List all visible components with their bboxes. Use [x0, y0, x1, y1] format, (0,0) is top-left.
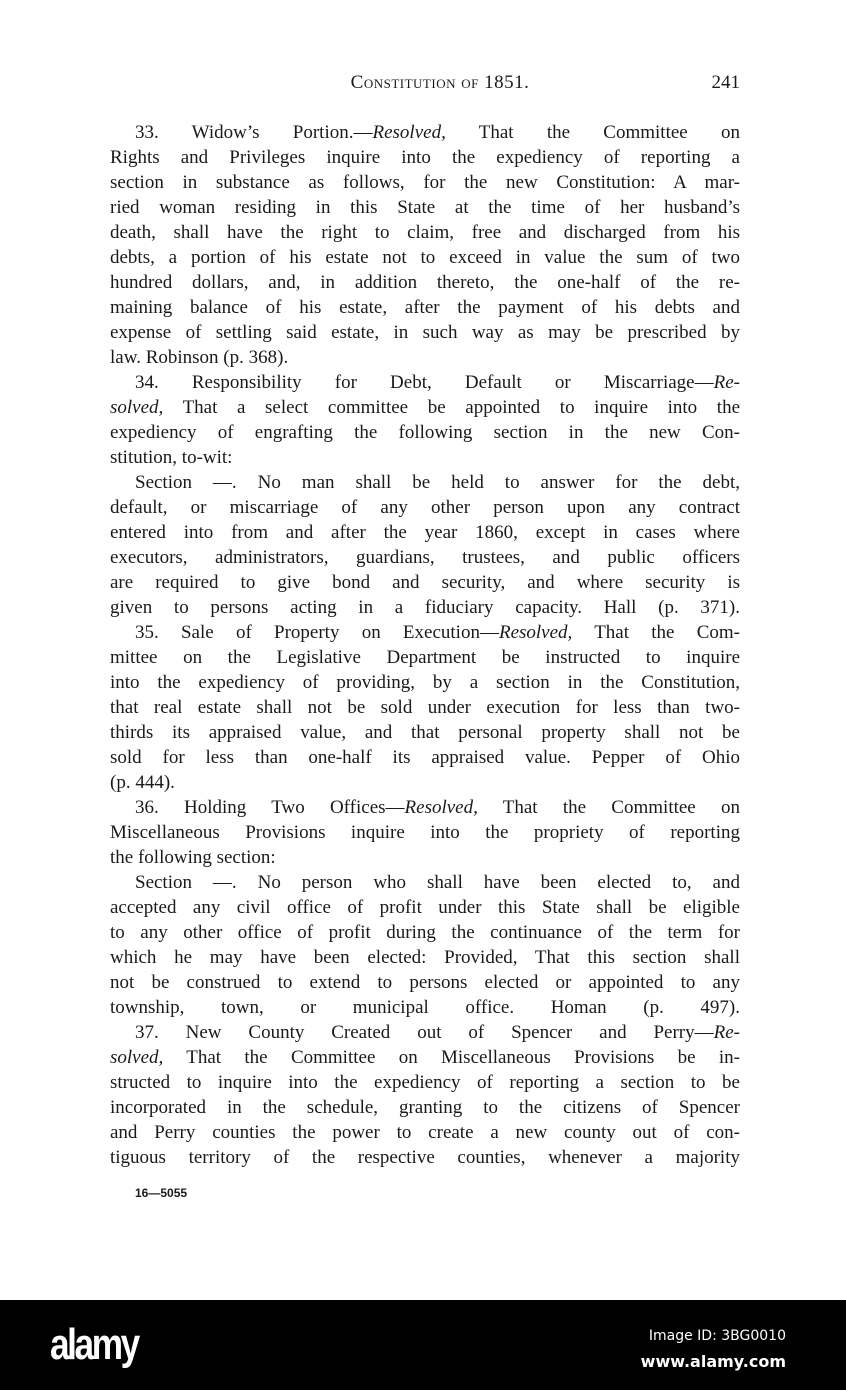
text-line — [110, 545, 740, 570]
line-text: law. Robinson (p. 368). — [110, 347, 289, 368]
line-text: are required to give bond and security, and where security is — [110, 572, 740, 593]
text-line — [110, 1070, 740, 1095]
line-text: That the Com- — [572, 622, 740, 643]
text-line — [110, 220, 740, 245]
line-text: incorporated in the schedule, granting to the citizens of Spencer — [110, 1097, 740, 1118]
line-text: Rights and Privileges inquire into the expediency of reporting a — [110, 147, 740, 168]
line-text: hundred dollars, and, in addition thereto, the one-half of the re- — [110, 272, 740, 293]
line-text: entered into from and after the year 1860, except in cases where — [110, 522, 740, 543]
text-line — [110, 345, 740, 370]
alamy-logo: alamy — [50, 1320, 138, 1369]
text-line — [110, 870, 740, 895]
line-text: debts, a portion of his estate not to exceed in value the sum of two — [110, 247, 740, 268]
line-text: 35. Sale of Property on Execution— — [135, 622, 499, 643]
signature-mark: 16—5055 — [135, 1186, 188, 1200]
text-line — [110, 645, 740, 670]
line-text: executors, administrators, guardians, trustees, and public officers — [110, 547, 740, 568]
italic-text: Resolved, — [498, 622, 573, 643]
line-text: 37. New County Created out of Spencer and Perry— — [135, 1022, 714, 1043]
page-header — [110, 72, 740, 98]
line-text: that real estate shall not be sold under execution for less than two- — [110, 697, 740, 718]
italic-text: solved, — [110, 1047, 164, 1068]
text-line — [110, 170, 740, 195]
text-line — [110, 745, 740, 770]
line-text: That the Committee on — [445, 122, 740, 143]
text-line — [110, 920, 740, 945]
site-url: www.alamy.com — [640, 1352, 786, 1371]
line-text: stitution, to-wit: — [110, 447, 233, 468]
line-text: 34. Responsibility for Debt, Default or Miscarriage— — [135, 372, 714, 393]
line-text: (p. 444). — [110, 772, 175, 793]
text-line — [110, 795, 740, 820]
text-line — [110, 620, 740, 645]
image-id: Image ID: 3BG0010 — [648, 1328, 786, 1344]
text-line — [110, 1020, 740, 1045]
line-text: ried woman residing in this State at the time of her husband’s — [110, 197, 740, 218]
text-line — [110, 970, 740, 995]
italic-text: Resolved, — [372, 122, 446, 143]
line-text: section in substance as follows, for the new Constitution: A mar- — [110, 172, 740, 193]
line-text: thirds its appraised value, and that personal property shall not be — [110, 722, 740, 743]
text-line — [110, 845, 740, 870]
text-line — [110, 1120, 740, 1145]
text-line — [110, 1045, 740, 1070]
text-line — [110, 1095, 740, 1120]
text-line — [110, 295, 740, 320]
text-line — [110, 420, 740, 445]
line-text: Section —. No man shall be held to answer for the debt, — [135, 472, 740, 493]
line-text: to any other office of profit during the continuance of the term for — [110, 922, 740, 943]
text-line — [110, 595, 740, 620]
text-line — [110, 695, 740, 720]
text-line — [110, 245, 740, 270]
italic-text: Resolved, — [404, 797, 478, 818]
line-text: 36. Holding Two Offices— — [135, 797, 405, 818]
line-text: not be construed to extend to persons elected or appointed to any — [110, 972, 740, 993]
text-line — [110, 445, 740, 470]
line-text: That a select committee be appointed to inquire into the — [163, 397, 740, 418]
line-text: the following section: — [110, 847, 276, 868]
line-text: accepted any civil office of profit under this State shall be eligible — [110, 897, 740, 918]
line-text: sold for less than one-half its appraised value. Pepper of Ohio — [110, 747, 740, 768]
text-line — [110, 670, 740, 695]
line-text: and Perry counties the power to create a new county out of con- — [110, 1122, 740, 1143]
text-line — [110, 470, 740, 495]
line-text: That the Committee on Miscellaneous Provisions be in- — [163, 1047, 740, 1068]
line-text: default, or miscarriage of any other person upon any contract — [110, 497, 740, 518]
text-line — [110, 120, 740, 145]
text-line — [110, 270, 740, 295]
italic-text: Re- — [713, 372, 740, 393]
line-text: township, town, or municipal office. Homan (p. 497). — [110, 997, 740, 1018]
text-line — [110, 195, 740, 220]
line-text: tiguous territory of the respective counties, whenever a majority — [110, 1147, 740, 1168]
line-text: given to persons acting in a fiduciary capacity. Hall (p. 371). — [110, 597, 740, 618]
text-line — [110, 495, 740, 520]
line-text: which he may have been elected: Provided, That this section shall — [110, 947, 740, 968]
text-line — [110, 820, 740, 845]
italic-text: Re- — [713, 1022, 740, 1043]
watermark-bar — [0, 1300, 846, 1390]
document-body — [110, 120, 740, 1170]
line-text: expense of settling said estate, in such way as may be prescribed by — [110, 322, 740, 343]
text-line — [110, 520, 740, 545]
line-text: structed to inquire into the expediency of reporting a section to be — [110, 1072, 740, 1093]
text-line — [110, 320, 740, 345]
text-line — [110, 720, 740, 745]
page-number: 241 — [711, 72, 740, 93]
line-text: into the expediency of providing, by a section in the Constitution, — [110, 672, 740, 693]
line-text: 33. Widow’s Portion.— — [135, 122, 373, 143]
line-text: expediency of engrafting the following section in the new Con- — [110, 422, 740, 443]
italic-text: solved, — [110, 397, 164, 418]
text-line — [110, 770, 740, 795]
line-text: mittee on the Legislative Department be instructed to inquire — [110, 647, 740, 668]
text-line — [110, 945, 740, 970]
text-line — [110, 995, 740, 1020]
line-text: That the Committee on — [477, 797, 740, 818]
text-line — [110, 395, 740, 420]
line-text: Section —. No person who shall have been elected to, and — [135, 872, 740, 893]
line-text: maining balance of his estate, after the payment of his debts and — [110, 297, 740, 318]
text-line — [110, 370, 740, 395]
text-line — [110, 1145, 740, 1170]
text-line — [110, 570, 740, 595]
line-text: death, shall have the right to claim, free and discharged from his — [110, 222, 740, 243]
line-text: Miscellaneous Provisions inquire into the propriety of reporting — [110, 822, 740, 843]
running-title: Constitution of 1851. — [350, 72, 530, 93]
text-line — [110, 895, 740, 920]
text-line — [110, 145, 740, 170]
